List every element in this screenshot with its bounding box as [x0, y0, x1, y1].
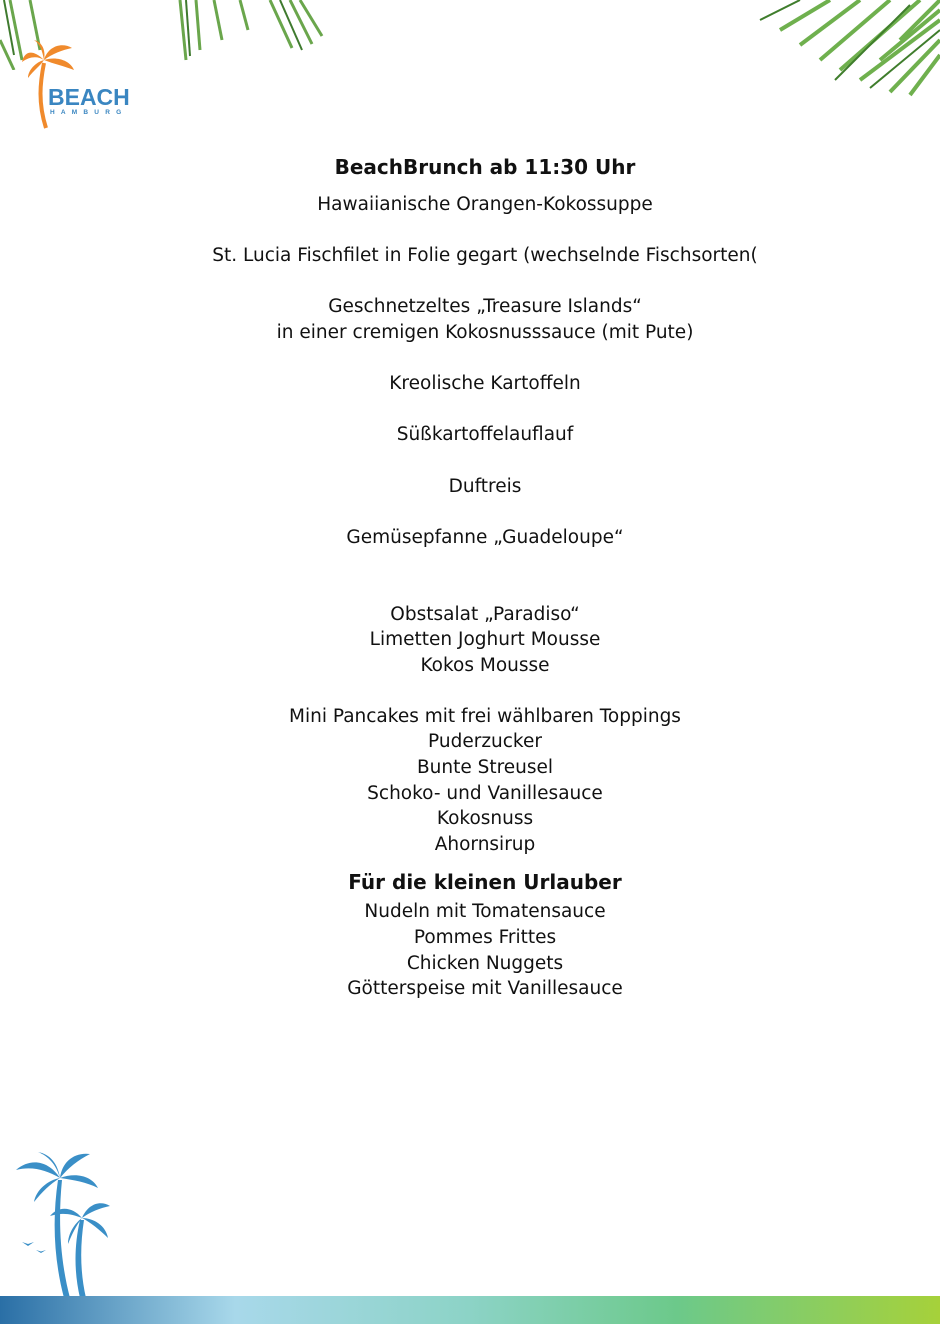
palm-trees-decoration: [8, 1150, 118, 1300]
menu-title: BeachBrunch ab 11:30 Uhr: [334, 155, 636, 179]
menu-item-geschnetzeltes-sauce: in einer cremigen Kokosnusssauce (mit Pute): [276, 321, 694, 343]
kids-item: Pommes Frittes: [413, 927, 557, 949]
logo-word: BEACH: [48, 84, 130, 110]
logo-subtitle: HAMBURG: [50, 109, 128, 116]
dessert-item: Kokos Mousse: [420, 654, 550, 676]
topping-item: Schoko- und Vanillesauce: [367, 782, 603, 804]
topping-item: Kokosnuss: [436, 808, 534, 830]
menu-item-soup: Hawaiianische Orangen-Kokossuppe: [317, 194, 653, 215]
menu-item-fish: St. Lucia Fischfilet in Folie gegart (wechselnde Fischsorten(: [212, 245, 758, 267]
kids-item: Nudeln mit Tomatensauce: [364, 901, 606, 923]
kids-section-title: Für die kleinen Urlauber: [348, 870, 622, 895]
kids-item: Götterspeise mit Vanillesauce: [347, 978, 623, 1000]
menu-item-geschnetzeltes: Geschnetzeltes „Treasure Islands“: [328, 296, 642, 318]
topping-item: Ahornsirup: [434, 833, 536, 855]
pancakes-heading: Mini Pancakes mit frei wählbaren Toppings: [289, 705, 681, 727]
dessert-item: Limetten Joghurt Mousse: [369, 629, 601, 651]
palm-leaves-decoration: [640, 0, 940, 100]
gradient-footer-bar: [0, 1296, 940, 1324]
menu-item-auflauf: Süßkartoffelauflauf: [396, 424, 574, 446]
menu-item-gemuese: Gemüsepfanne „Guadeloupe“: [346, 526, 624, 548]
brunch-menu: [0, 150, 940, 1002]
menu-item-reis: Duftreis: [448, 475, 522, 497]
topping-item: Puderzucker: [428, 731, 542, 753]
topping-item: Bunte Streusel: [416, 757, 554, 779]
kids-item: Chicken Nuggets: [406, 952, 564, 974]
dessert-item: Obstsalat „Paradiso“: [390, 603, 580, 625]
menu-item-kartoffeln: Kreolische Kartoffeln: [389, 373, 581, 395]
beach-hamburg-logo: [22, 38, 152, 133]
